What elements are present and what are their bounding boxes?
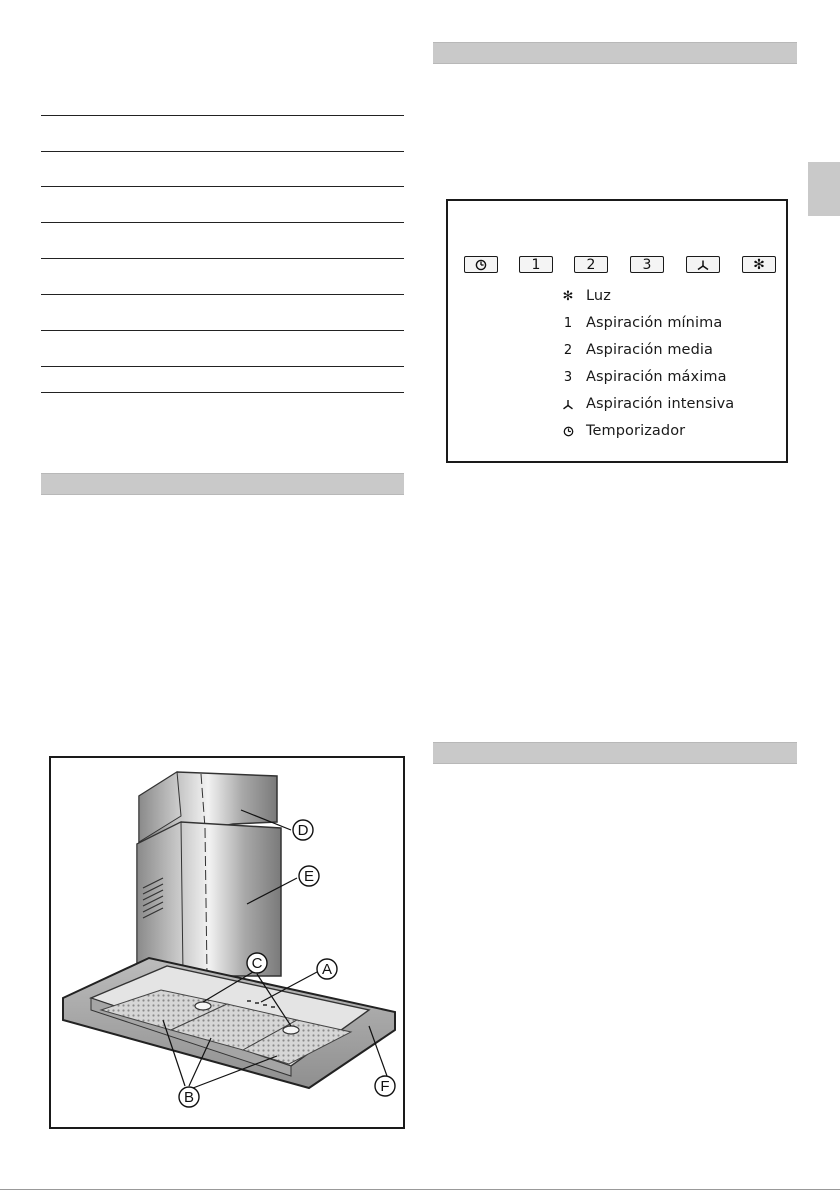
language-tab xyxy=(808,162,840,216)
range-hood-figure xyxy=(49,756,405,1129)
legend-symbol-1: 1 xyxy=(563,315,573,331)
fan-icon xyxy=(696,259,710,271)
callout-c-label: C xyxy=(251,955,263,972)
legend-row-intensive xyxy=(556,393,734,415)
control-panel-diagram xyxy=(446,199,788,463)
clock-icon xyxy=(556,426,580,437)
callout-d-label: D xyxy=(297,822,309,839)
callout-e-label: E xyxy=(303,868,315,885)
legend-symbol-2: 2 xyxy=(563,342,573,358)
callout-f-label: F xyxy=(380,1078,390,1095)
light-icon: ✻ xyxy=(562,288,574,304)
legend-label-light: Luz xyxy=(586,288,611,304)
section-header-bar-top-right xyxy=(433,42,797,64)
legend-label-medium: Aspiración media xyxy=(586,342,713,358)
legend-label-max: Aspiración máxima xyxy=(586,369,727,385)
speed-1-key: 1 xyxy=(519,256,553,273)
section-header-bar-bottom-right xyxy=(433,742,797,764)
table-rule-7 xyxy=(41,330,404,331)
legend-row-min xyxy=(556,312,722,334)
legend-symbol-3: 3 xyxy=(563,369,573,385)
table-rule-9 xyxy=(41,392,404,393)
speed-2-key: 2 xyxy=(574,256,608,273)
legend-label-intensive: Aspiración intensiva xyxy=(586,396,735,412)
section-header-bar-left xyxy=(41,473,404,495)
legend-label-timer: Temporizador xyxy=(586,423,686,439)
light-key: ✻ xyxy=(742,256,776,273)
table-rule-2 xyxy=(41,151,404,152)
callout-a-label: A xyxy=(321,961,333,978)
legend-label-min: Aspiración mínima xyxy=(586,315,723,331)
table-rule-8 xyxy=(41,366,404,367)
callout-b-label: B xyxy=(183,1089,195,1106)
range-hood-illustration xyxy=(51,758,403,1127)
table-rule-6 xyxy=(41,294,404,295)
table-rule-4 xyxy=(41,222,404,223)
fan-icon xyxy=(556,399,580,410)
legend-row-light xyxy=(556,285,611,307)
intensive-key xyxy=(686,256,720,273)
speed-3-key: 3 xyxy=(630,256,664,273)
legend-row-timer xyxy=(556,420,685,442)
table-rule-1 xyxy=(41,115,404,116)
page-bottom-edge xyxy=(0,1189,840,1190)
table-rule-5 xyxy=(41,258,404,259)
legend-row-medium xyxy=(556,339,713,361)
table-rule-3 xyxy=(41,186,404,187)
legend-row-max xyxy=(556,366,727,388)
timer-key xyxy=(464,256,498,273)
clock-icon xyxy=(475,259,487,271)
